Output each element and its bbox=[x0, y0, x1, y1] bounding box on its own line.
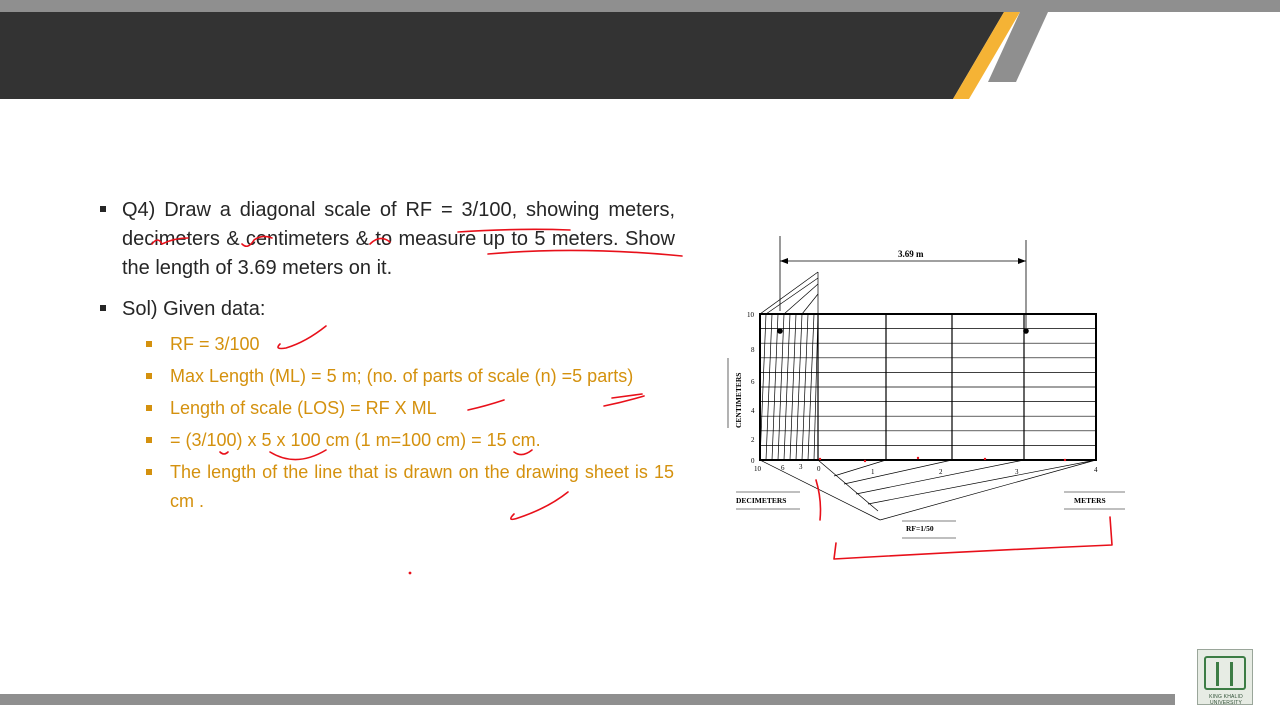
construction-lines bbox=[760, 460, 1096, 520]
svg-text:10: 10 bbox=[747, 311, 754, 319]
solution-bullet bbox=[98, 295, 678, 324]
list-item: Max Length (ML) = 5 m; (no. of parts of scale (n) =5 parts) bbox=[146, 362, 678, 391]
svg-text:2: 2 bbox=[751, 436, 755, 444]
bullet-square-icon bbox=[100, 305, 106, 311]
arrow-left-icon bbox=[780, 258, 788, 264]
header-dark-band bbox=[0, 12, 1004, 99]
bottom-strip bbox=[0, 694, 1175, 705]
university-logo bbox=[1197, 649, 1253, 705]
svg-text:3: 3 bbox=[1015, 468, 1019, 476]
svg-text:6: 6 bbox=[781, 464, 785, 472]
decimeters-label: DECIMETERS bbox=[736, 496, 787, 505]
diagonal-scale-diagram bbox=[720, 228, 1140, 548]
svg-text:3: 3 bbox=[799, 463, 803, 471]
svg-text:6: 6 bbox=[751, 378, 755, 386]
point-marker bbox=[777, 328, 783, 334]
header-bar bbox=[0, 12, 1280, 99]
slide-content bbox=[98, 196, 678, 519]
list-item: Length of scale (LOS) = RF X ML bbox=[146, 394, 678, 423]
logo-emblem-icon bbox=[1204, 656, 1246, 690]
svg-text:1: 1 bbox=[871, 468, 875, 476]
question-bullet bbox=[98, 196, 678, 283]
svg-text:8: 8 bbox=[751, 346, 755, 354]
top-strip bbox=[0, 0, 1280, 12]
svg-text:0: 0 bbox=[817, 465, 821, 473]
point-marker bbox=[1023, 328, 1029, 334]
bullet-square-icon bbox=[146, 405, 152, 411]
rf-label: RF=1/50 bbox=[906, 524, 934, 533]
bullet-square-icon bbox=[146, 469, 152, 475]
logo-text: KING KHALID UNIVERSITY bbox=[1209, 694, 1243, 706]
svg-text:10: 10 bbox=[754, 465, 761, 473]
bullet-square-icon bbox=[146, 437, 152, 443]
bullet-square-icon bbox=[100, 206, 106, 212]
dimension-label: 3.69 m bbox=[898, 249, 924, 259]
vertical-axis-label: CENTIMETERS bbox=[734, 372, 743, 428]
list-item: = (3/100) x 5 x 100 cm (1 m=100 cm) = 15 cm. bbox=[146, 426, 678, 455]
y-tick-labels bbox=[747, 311, 755, 465]
list-item: The length of the line that is drawn on the drawing sheet is 15 cm . bbox=[146, 458, 674, 516]
construction-fan bbox=[760, 272, 818, 314]
list-item: RF = 3/100 bbox=[146, 330, 678, 359]
solution-heading: Sol) Given data: bbox=[122, 298, 266, 320]
svg-text:2: 2 bbox=[939, 468, 943, 476]
svg-text:4: 4 bbox=[1094, 466, 1098, 474]
bullet-square-icon bbox=[146, 373, 152, 379]
meters-label: METERS bbox=[1074, 496, 1106, 505]
svg-text:4: 4 bbox=[751, 407, 755, 415]
given-data-list bbox=[98, 330, 678, 516]
bullet-square-icon bbox=[146, 341, 152, 347]
svg-text:0: 0 bbox=[751, 457, 755, 465]
arrow-right-icon bbox=[1018, 258, 1026, 264]
horizontal-divisions bbox=[760, 329, 1096, 446]
question-text: Q4) Draw a diagonal scale of RF = 3/100, showing meters, decimeters & centimeters & to measure up to 5 meters. Show the length of 3.69 meters on it. bbox=[122, 199, 675, 279]
